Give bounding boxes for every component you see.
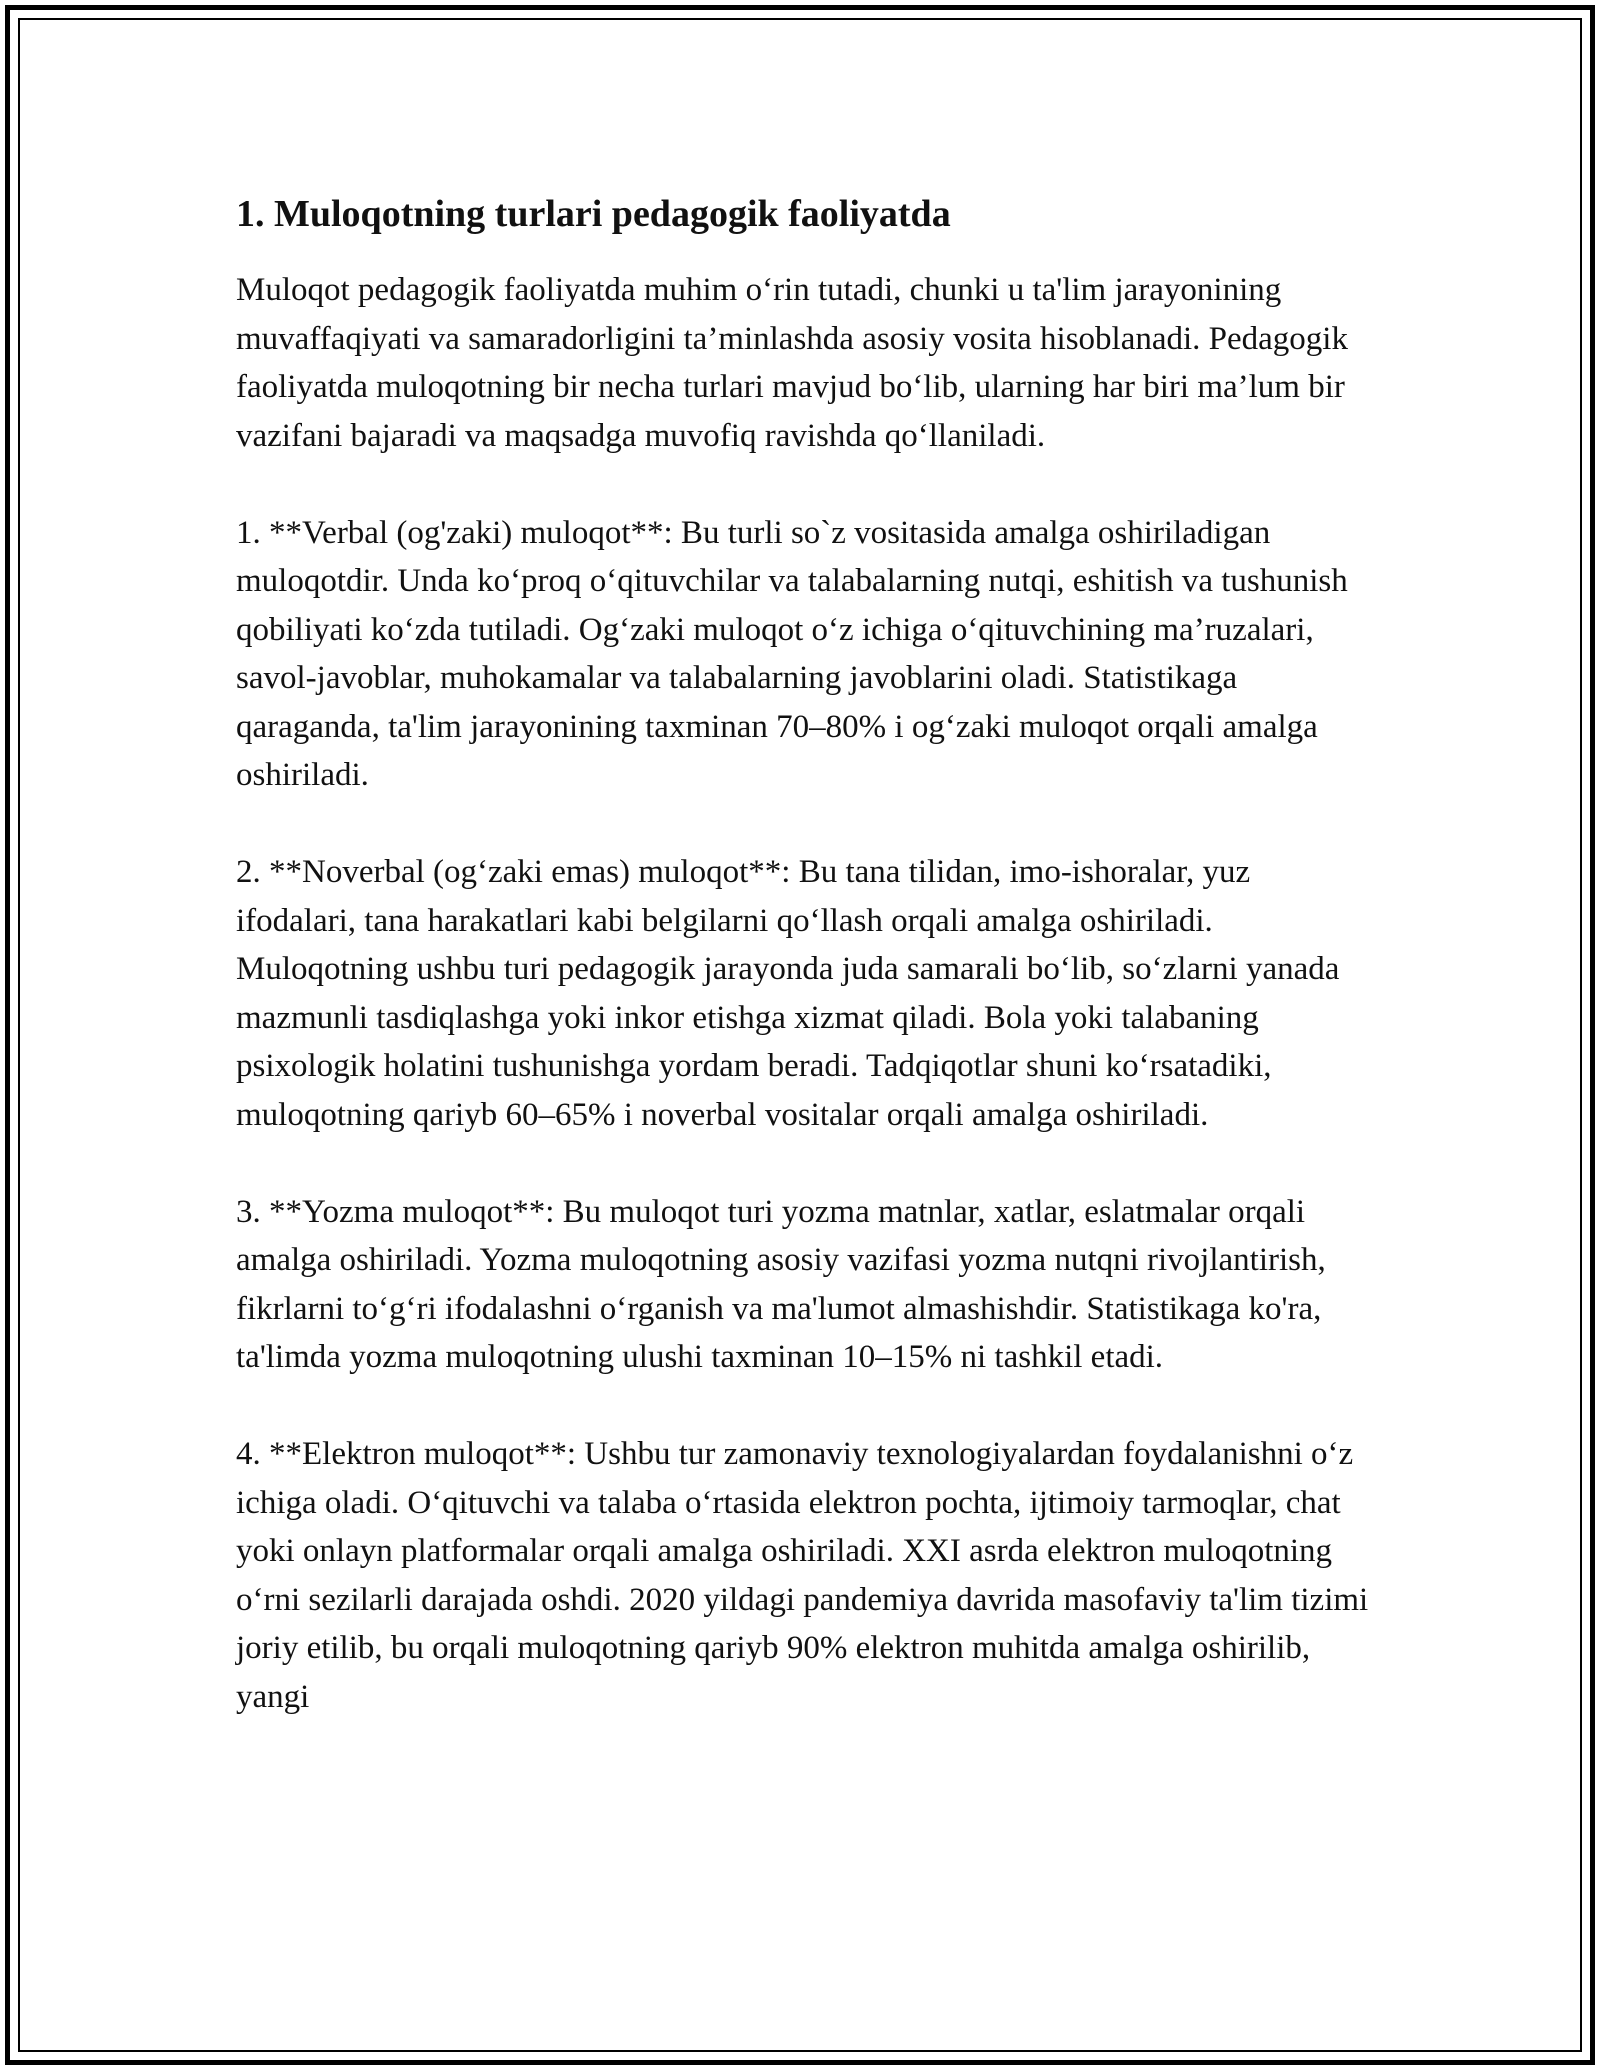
- paragraph-yozma: 3. **Yozma muloqot**: Bu muloqot turi yozma matnlar, xatlar, eslatmalar orqali amalga oshiriladi. Yozma muloqotning asosiy vazifasi yozma nutqni rivojlantirish, fikrlarni to‘g‘ri ifodalashni o‘rganish va ma'lumot almashishdir. Statistikaga ko'ra, ta'limda yozma muloqotning ulushi taxminan 10–15% ni tashkil etadi.: [236, 1193, 1326, 1375]
- paragraph-verbal: 1. **Verbal (og'zaki) muloqot**: Bu turli so`z vositasida amalga oshiriladigan muloqotdir. Unda ko‘proq o‘qituvchilar va talabalarning nutqi, eshitish va tushunish qobiliyati ko‘zda tutiladi. Og‘zaki muloqot o‘z ichiga o‘qituvchining ma’ruzalari, savol-javoblar, muhokamalar va talabalarning javoblarini oladi. Statistikaga qaraganda, ta'lim jarayonining taxminan 70–80% i og‘zaki muloqot orqali amalga oshiriladi.: [236, 514, 1348, 793]
- document-body: [236, 188, 1376, 1721]
- paragraph-elektron: 4. **Elektron muloqot**: Ushbu tur zamonaviy texnologiyalardan foydalanishni o‘z ichiga oladi. O‘qituvchi va talaba o‘rtasida elektron pochta, ijtimoiy tarmoqlar, chat yoki onlayn platformalar orqali amalga oshiriladi. XXI asrda elektron muloqotning o‘rni sezilarli darajada oshdi. 2020 yildagi pandemiya davrida masofaviy ta'lim tizimi joriy etilib, bu orqali muloqotning qariyb 90% elektron muhitda amalga oshirilib, yangi: [236, 1436, 1369, 1715]
- paragraph-noverbal: 2. **Noverbal (og‘zaki emas) muloqot**: Bu tana tilidan, imo-ishoralar, yuz ifodalari, tana harakatlari kabi belgilarni qo‘llash orqali amalga oshiriladi. Muloqotning ushbu turi pedagogik jarayonda juda samarali bo‘lib, so‘zlarni yanada mazmunli tasdiqlashga yoki inkor etishga xizmat qiladi. Bola yoki talabaning psixologik holatini tushunishga yordam beradi. Tadqiqotlar shuni ko‘rsatadiki, muloqotning qariyb 60–65% i noverbal vositalar orqali amalga oshiriladi.: [236, 854, 1340, 1133]
- intro-paragraph: Muloqot pedagogik faoliyatda muhim o‘rin tutadi, chunki u ta'lim jarayonining muvaffaqiyati va samaradorligini ta’minlashda asosiy vosita hisoblanadi. Pedagogik faoliyatda muloqotning bir necha turlari mavjud bo‘lib, ularning har biri ma’lum bir vazifani bajaradi va maqsadga muvofiq ravishda qo‘llaniladi.: [236, 272, 1348, 454]
- section-heading: 1. Muloqotning turlari pedagogik faoliyatda: [236, 193, 951, 235]
